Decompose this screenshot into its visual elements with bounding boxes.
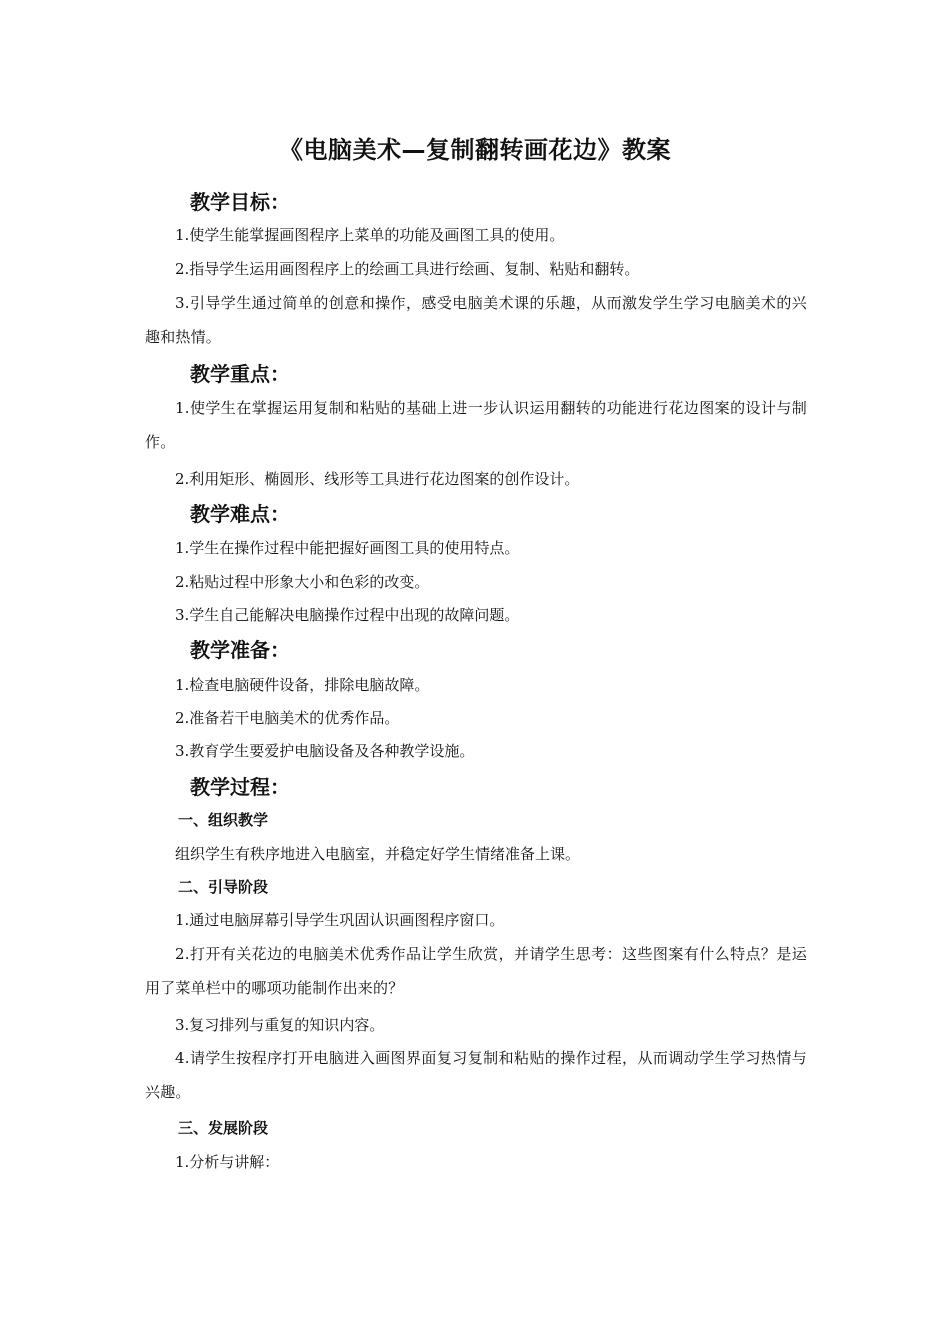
- heading-prep: 教学准备：: [190, 638, 290, 662]
- process-stage-title: 一、组织教学: [178, 811, 269, 829]
- process-stage-title: 三、发展阶段: [178, 1119, 269, 1137]
- process-item: 4.请学生按程序打开电脑进入画图界面复习复制和粘贴的操作过程，从而调动学生学习热情与兴趣。: [145, 1049, 807, 1101]
- prep-item: 3.教育学生要爱护电脑设备及各种教学设施。: [175, 742, 475, 760]
- heading-key: 教学重点：: [190, 362, 290, 386]
- prep-item: 1.检查电脑硬件设备，排除电脑故障。: [175, 676, 430, 694]
- prep-item: 2.准备若干电脑美术的优秀作品。: [175, 709, 400, 727]
- process-item: 组织学生有秩序地进入电脑室，并稳定好学生情绪准备上课。: [175, 845, 581, 863]
- difficult-item: 1.学生在操作过程中能把握好画图工具的使用特点。: [175, 539, 520, 557]
- process-item: 1.分析与讲解：: [175, 1153, 280, 1171]
- difficult-item: 2.粘贴过程中形象大小和色彩的改变。: [175, 573, 430, 591]
- key-item: 2.利用矩形、椭圆形、线形等工具进行花边图案的创作设计。: [175, 470, 580, 488]
- heading-process: 教学过程：: [190, 775, 290, 799]
- process-stage-title: 二、引导阶段: [178, 878, 269, 896]
- heading-goals: 教学目标：: [190, 190, 290, 214]
- process-item: 2.打开有关花边的电脑美术优秀作品让学生欣赏，并请学生思考：这些图案有什么特点？是运用了菜单栏中的哪项功能制作出来的？: [145, 945, 807, 997]
- difficult-item: 3.学生自己能解决电脑操作过程中出现的故障问题。: [175, 606, 520, 624]
- goal-item: 3.引导学生通过简单的创意和操作，感受电脑美术课的乐趣，从而激发学生学习电脑美术的兴趣和热情。: [145, 294, 807, 346]
- heading-difficult: 教学难点：: [190, 502, 290, 526]
- key-item: 1.使学生在掌握运用复制和粘贴的基础上进一步认识运用翻转的功能进行花边图案的设计与制作。: [145, 399, 807, 451]
- document-title: 《电脑美术—复制翻转画花边》教案: [279, 136, 671, 164]
- process-item: 3.复习排列与重复的知识内容。: [175, 1016, 385, 1034]
- goal-item: 2.指导学生运用画图程序上的绘画工具进行绘画、复制、粘贴和翻转。: [175, 260, 640, 278]
- goal-item: 1.使学生能掌握画图程序上菜单的功能及画图工具的使用。: [175, 226, 565, 244]
- process-item: 1.通过电脑屏幕引导学生巩固认识画图程序窗口。: [175, 911, 505, 929]
